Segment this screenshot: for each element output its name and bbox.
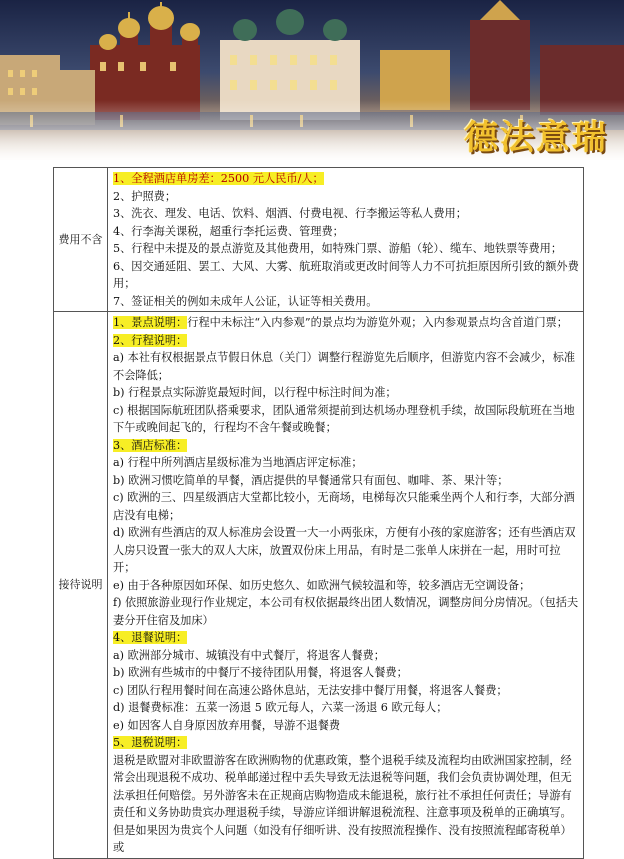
note-item: f) 依照旅游业现行作业规定，本公司有权依据最终出团人数情况，调整房间分房情况。（包括夫妻分开住宿及加床） <box>113 596 579 627</box>
fee-item: 5、行程中未提及的景点游览及其他费用，如特殊门票、游船（轮）、缆车、地铁票等费用； <box>113 242 563 255</box>
note-item: c) 团队行程用餐时间在高速公路休息站，无法安排中餐厅用餐，将退客人餐费； <box>113 683 508 697</box>
fee-item: 7、签证相关的例如未成年人公证，认证等相关费用。 <box>113 294 378 308</box>
section-heading: 3、酒店标准： <box>113 438 188 452</box>
note-item: e) 如因客人自身原因放弃用餐，导游不退餐费 <box>113 718 341 732</box>
fees-excluded-label: 费用不含 <box>54 168 108 312</box>
note-item: c) 根据国际航班团队搭乘要求，团队通常须提前到达机场办理登机手续，故国际段航班在当地下午或晚间起飞的，行程均不含午餐或晚餐； <box>113 403 575 434</box>
section-heading: 4、退餐说明： <box>113 631 188 644</box>
note-item: a) 欧洲部分城市、城镇没有中式餐厅，将退客人餐费； <box>113 648 385 662</box>
note-item <box>113 629 579 647</box>
note-item: b) 欧洲习惯吃简单的早餐，酒店提供的早餐通常只有面包、咖啡、茶、果汁等； <box>113 473 509 487</box>
section-heading: 2、行程说明： <box>113 333 188 347</box>
header-banner <box>0 0 624 160</box>
note-item: d) 退餐费标准：五菜一汤退 5 欧元每人，六菜一汤退 6 欧元每人； <box>113 701 448 714</box>
note-item: a) 本社有权根据景点节假日休息（关门）调整行程游览先后顺序，但游览内容不会减少，标准不会降低； <box>113 351 576 382</box>
reception-notes-label: 接待说明 <box>54 312 108 859</box>
note-item <box>113 437 579 455</box>
fee-item: 1、全程酒店单房差：2500 元人民币/人； <box>113 172 324 185</box>
brand-title: 德法意瑞 <box>464 118 608 158</box>
fees-excluded-content <box>108 168 584 312</box>
note-item: 1、景点说明：行程中未标注“入内参观”的景点均为游览外观；入内参观景点均含首道门票； <box>113 316 568 329</box>
fee-item: 6、因交通延阻、罢工、大风、大雾、航班取消或更改时间等人力不可抗拒原因所引致的额外费用； <box>113 259 579 290</box>
section-heading: 5、退税说明： <box>113 736 188 749</box>
note-item <box>113 332 579 350</box>
reception-notes-content <box>108 312 584 859</box>
note-item: e) 由于各种原因如环保、如历史悠久、如欧洲气候较温和等，较多酒店无空调设备； <box>113 578 531 592</box>
note-item: d) 欧洲有些酒店的双人标准房会设置一大一小两张床，方便有小孩的家庭游客；还有些酒店双人房只设置一张大的双人大床，放置双份床上用品，有时是二张单人床拼在一起，用时可拉开； <box>113 526 576 574</box>
section-heading: 1、景点说明： <box>113 316 188 329</box>
note-item: b) 行程景点实际游览最短时间，以行程中标注时间为准； <box>113 386 397 399</box>
fees-excluded-row <box>54 168 584 312</box>
itinerary-terms-table <box>53 167 584 859</box>
fee-item: 4、行李海关课税，超重行李托运费、管理费； <box>113 224 344 238</box>
note-item: a) 行程中所列酒店星级标准为当地酒店评定标准； <box>113 456 363 469</box>
note-item: 退税是欧盟对非欧盟游客在欧洲购物的优惠政策，整个退税手续及流程均由欧洲国家控制，经常会出现退税不成功、税单邮递过程中丢失导致无法退税等问题，我们会负责协调处理，但无法承担任何赔偿。另外游客未在正规商店购物造成未能退税，旅行社不承担任何责任；导游有责任和义务协助贵宾办理退税手续，导游应详细讲解退税流程、注意事项及税单的正确填写。但是如果因为贵宾个人问题（如没有仔细听讲、没有按照流程操作、没有按照流程邮寄税单）或 <box>113 753 572 854</box>
note-item <box>113 734 579 752</box>
note-item: c) 欧洲的三、四星级酒店大堂都比较小，无商场，电梯每次只能乘坐两个人和行李，大部分酒店没有电梯； <box>113 491 575 522</box>
fee-item: 2、护照费； <box>113 189 177 203</box>
reception-notes-row <box>54 312 584 859</box>
note-item: b) 欧洲有些城市的中餐厅不接待团队用餐，将退客人餐费； <box>113 666 408 679</box>
fee-item: 3、洗衣、理发、电话、饮料、烟酒、付费电视、行李搬运等私人费用； <box>113 207 467 220</box>
